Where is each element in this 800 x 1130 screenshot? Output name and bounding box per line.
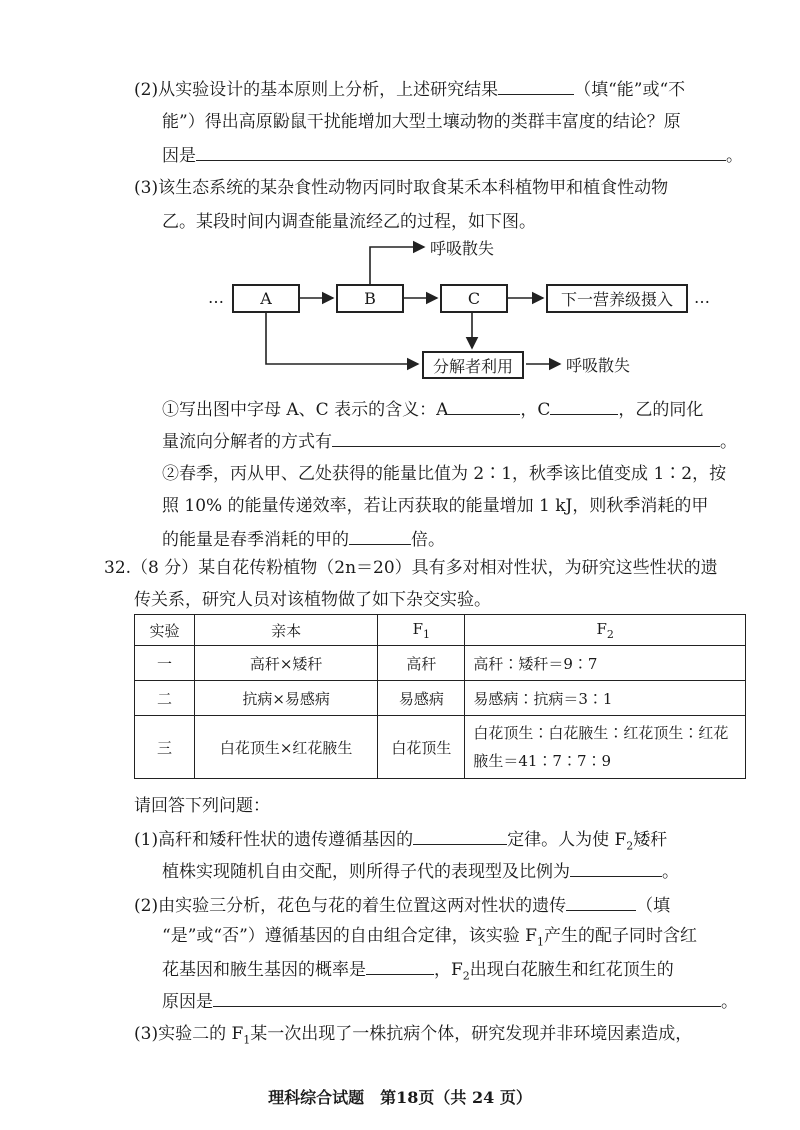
table-row xyxy=(135,646,746,681)
q31-sub2-line3: 的能量是春季消耗的甲的 倍。 xyxy=(162,526,445,552)
table-cell: 易感病∶抗病＝3∶1 xyxy=(465,681,746,716)
label-respiration-bottom: 呼吸散失 xyxy=(566,356,631,375)
q31-part3-line1: (3)该生态系统的某杂食性动物丙同时取食某禾本科植物甲和植食性动物 xyxy=(134,178,669,198)
box-a: A xyxy=(232,284,300,313)
ellipsis-left: … xyxy=(208,288,224,307)
table-row xyxy=(135,716,746,779)
answer-blank[interactable] xyxy=(448,396,520,415)
table-header-cell: 亲本 xyxy=(194,615,377,646)
table-header-cell: $F_1$ xyxy=(378,615,465,646)
q31-sub1-line1: ①写出图中字母 A、C 表示的含义：A ，C ，乙的同化 xyxy=(162,396,703,422)
q31-part2-line3: 因是 。 xyxy=(162,142,743,168)
q32-part1-line2: 植株实现随机自由交配，则所得子代的表现型及比例为 。 xyxy=(162,858,679,884)
cross-experiment-table xyxy=(134,614,746,779)
box-b: B xyxy=(336,284,404,313)
table-header-cell: 实验 xyxy=(135,615,195,646)
answer-blank[interactable] xyxy=(366,956,434,975)
answer-blank[interactable] xyxy=(213,988,721,1007)
energy-flow-arrows xyxy=(0,0,800,400)
table-row xyxy=(135,681,746,716)
answer-blank[interactable] xyxy=(550,396,618,415)
q32-intro-line2: 传关系，研究人员对该植物做了如下杂交实验。 xyxy=(134,590,491,610)
q32-part2-line3: 花基因和腋生基因的概率是 ，$F_2$出现白花腋生和红花顶生的 xyxy=(162,956,674,988)
answer-blank[interactable] xyxy=(349,526,411,545)
table-header-row xyxy=(135,615,746,646)
table-cell: 高秆∶矮秆＝9∶7 xyxy=(465,646,746,681)
label-respiration-top: 呼吸散失 xyxy=(430,239,495,258)
q32-part3-line1: (3)实验二的 $F_1$某一次出现了一株抗病个体，研究发现并非环境因素造成， xyxy=(134,1024,693,1047)
q32-part1-line1: (1)高秆和矮秆性状的遗传遵循基因的 定律。人为使 $F_2$矮秆 xyxy=(134,826,667,858)
table-cell: 高秆 xyxy=(378,646,465,681)
box-next-trophic-level: 下一营养级摄入 xyxy=(546,284,688,313)
table-header-cell: $F_2$ xyxy=(465,615,746,646)
answer-blank[interactable] xyxy=(570,858,662,877)
answer-blank[interactable] xyxy=(413,826,507,845)
table-cell: 易感病 xyxy=(378,681,465,716)
table-cell: 抗病×易感病 xyxy=(194,681,377,716)
table-cell: 白花顶生 xyxy=(378,716,465,779)
q31-sub2-line1: ②春季，丙从甲、乙处获得的能量比值为 2∶1，秋季该比值变成 1∶2，按 xyxy=(162,464,727,484)
page-footer: 理科综合试题 第18页（共 24 页） xyxy=(268,1088,532,1107)
table-cell: 白花顶生×红花腋生 xyxy=(194,716,377,779)
q32-part2-line2: “是”或“否”）遵循基因的自由组合定律，该实验 $F_1$产生的配子同时含红 xyxy=(162,926,697,949)
box-c: C xyxy=(440,284,508,313)
q32-part2-line1: (2)由实验三分析，花色与花的着生位置这两对性状的遗传 （填 xyxy=(134,892,670,918)
q31-sub1-line2: 量流向分解者的方式有 。 xyxy=(162,428,737,454)
table-cell: 一 xyxy=(135,646,195,681)
table-cell: 二 xyxy=(135,681,195,716)
q32-prompt: 请回答下列问题： xyxy=(134,796,270,816)
q31-part3-line2: 乙。某段时间内调查能量流经乙的过程，如下图。 xyxy=(162,212,536,232)
answer-blank[interactable] xyxy=(566,892,636,911)
answer-blank[interactable] xyxy=(332,428,720,447)
box-decomposer: 分解者利用 xyxy=(422,351,524,379)
q32-part2-line4: 原因是 。 xyxy=(162,988,738,1014)
table-cell: 白花顶生∶白花腋生∶红花顶生∶红花腋生＝41∶7∶7∶9 xyxy=(465,716,746,779)
q31-part2-line1: (2)从实验设计的基本原则上分析，上述研究结果 （填“能”或“不 xyxy=(134,76,685,102)
table-cell: 高秆×矮秆 xyxy=(194,646,377,681)
ellipsis-right: … xyxy=(694,288,710,307)
q31-sub2-line2: 照 10% 的能量传递效率，若让丙获取的能量增加 1 kJ，则秋季消耗的甲 xyxy=(162,496,709,516)
q31-part2-line2: 能”）得出高原鼢鼠干扰能增加大型土壤动物的类群丰富度的结论？原 xyxy=(162,112,681,132)
table-cell: 三 xyxy=(135,716,195,779)
q32-intro-line1: 32.（8 分）某自花传粉植物（2n＝20）具有多对相对性状，为研究这些性状的遗 xyxy=(104,558,718,578)
